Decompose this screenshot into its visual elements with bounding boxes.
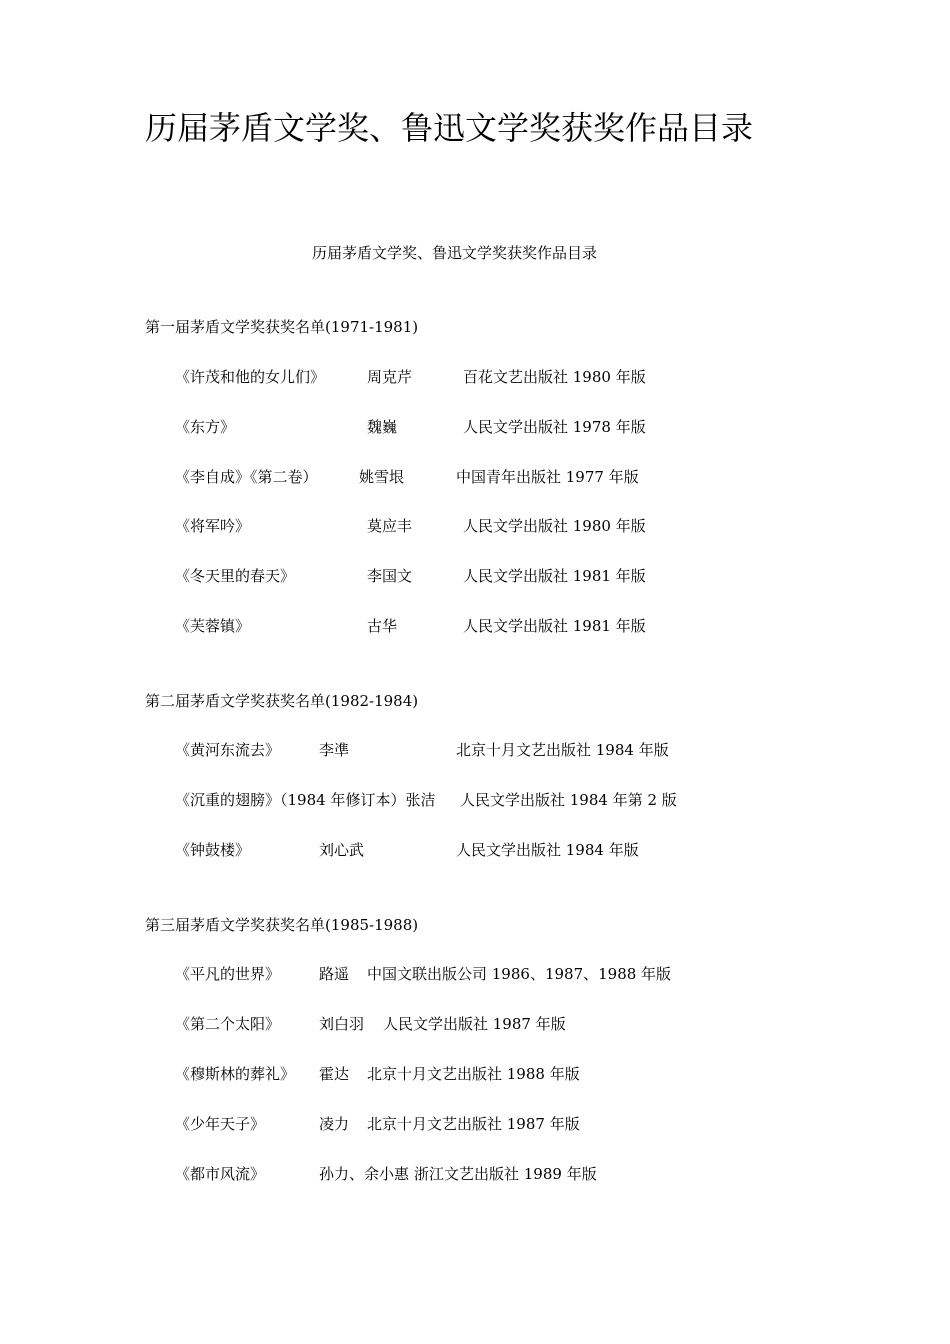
publisher-info: 人民文学出版社 1987 年版: [383, 1015, 566, 1033]
author-name: 周克芹: [367, 368, 413, 386]
publisher-info: 中国青年出版社 1977 年版: [456, 468, 639, 486]
publisher-info: 北京十月文艺出版社 1987 年版: [367, 1115, 580, 1133]
work-title: 《平凡的世界》: [175, 965, 281, 983]
author-name: 刘白羽: [319, 1015, 365, 1033]
award-entry: [0, 1063, 950, 1085]
section-heading-2: 第二届茅盾文学奖获奖名单(1982-1984): [145, 692, 419, 710]
publisher-info: 人民文学出版社 1978 年版: [463, 418, 646, 436]
publisher-info: 浙江文艺出版社 1989 年版: [414, 1165, 597, 1183]
author-name: 莫应丰: [367, 517, 413, 535]
author-name: 李凖: [319, 741, 350, 759]
work-title: 《黄河东流去》: [175, 741, 281, 759]
author-name: 姚雪垠: [359, 468, 405, 486]
work-title: 《穆斯林的葬礼》: [175, 1065, 296, 1083]
author-name: 李国文: [367, 567, 413, 585]
work-title: 《钟鼓楼》: [175, 841, 251, 859]
work-title: 《东方》: [175, 418, 236, 436]
publisher-info: 北京十月文艺出版社 1988 年版: [367, 1065, 580, 1083]
award-entry: [0, 1113, 950, 1135]
publisher-info: 中国文联出版公司 1986、1987、1988 年版: [367, 965, 672, 983]
document-subtitle: 历届茅盾文学奖、鲁迅文学奖获奖作品目录: [312, 244, 598, 262]
publisher-info: 人民文学出版社 1981 年版: [463, 617, 646, 635]
author-name: 霍达: [319, 1065, 350, 1083]
publisher-info: 人民文学出版社 1984 年版: [456, 841, 639, 859]
award-entry: [0, 615, 950, 637]
award-entry: [0, 963, 950, 985]
award-entry: [0, 565, 950, 587]
work-title: 《芙蓉镇》: [175, 617, 251, 635]
publisher-info: 百花文艺出版社 1980 年版: [463, 368, 646, 386]
work-title: 《将军吟》: [175, 517, 251, 535]
work-title: 《沉重的翅膀》（1984 年修订本）张洁: [175, 791, 436, 809]
author-name: 刘心武: [319, 841, 365, 859]
publisher-info: 北京十月文艺出版社 1984 年版: [456, 741, 669, 759]
award-entry: [0, 1163, 950, 1185]
section-heading-1: 第一届茅盾文学奖获奖名单(1971-1981): [145, 318, 419, 336]
author-name: 孙力、余小惠: [319, 1165, 410, 1183]
work-title: 《冬天里的春天》: [175, 567, 296, 585]
award-entry: [0, 515, 950, 537]
publisher-info: 人民文学出版社 1984 年第 2 版: [460, 791, 677, 809]
work-title: 《少年天子》: [175, 1115, 266, 1133]
award-entry: [0, 789, 950, 811]
award-entry: [0, 416, 950, 438]
award-entry: [0, 1013, 950, 1035]
award-entry: [0, 466, 950, 488]
award-entry: [0, 366, 950, 388]
publisher-info: 人民文学出版社 1981 年版: [463, 567, 646, 585]
work-title: 《许茂和他的女儿们》: [175, 368, 326, 386]
work-title: 《李自成》《第二卷）: [175, 468, 318, 486]
work-title: 《第二个太阳》: [175, 1015, 281, 1033]
author-name: 路遥: [319, 965, 350, 983]
section-heading-3: 第三届茅盾文学奖获奖名单(1985-1988): [145, 916, 419, 934]
award-entry: [0, 839, 950, 861]
work-title: 《都市风流》: [175, 1165, 266, 1183]
award-entry: [0, 739, 950, 761]
author-name: 凌力: [319, 1115, 350, 1133]
author-name: 古华: [367, 617, 398, 635]
publisher-info: 人民文学出版社 1980 年版: [463, 517, 646, 535]
document-title: 历届茅盾文学奖、鲁迅文学奖获奖作品目录: [145, 109, 754, 147]
author-name: 魏巍: [367, 418, 398, 436]
